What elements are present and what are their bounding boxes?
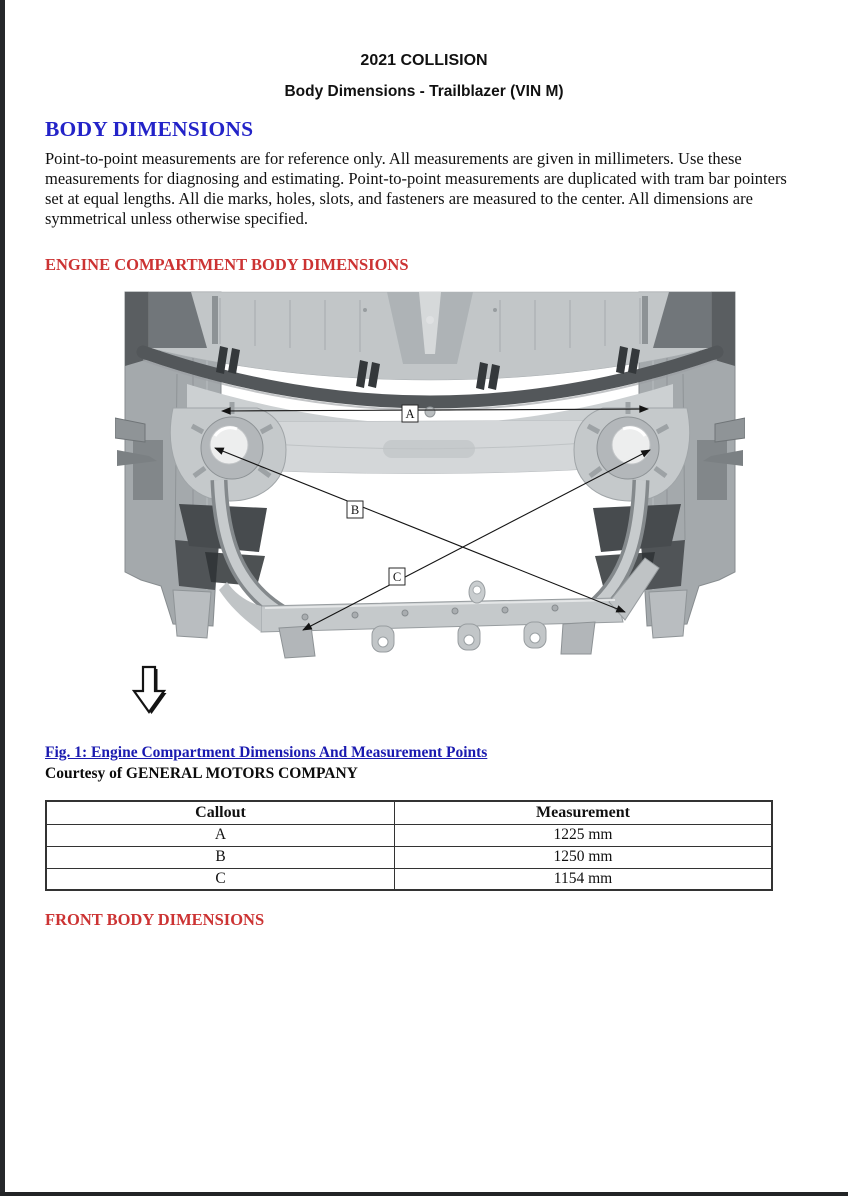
figure-1-diagram bbox=[115, 290, 745, 662]
window-edge-bottom bbox=[0, 1192, 848, 1196]
measurements-table bbox=[45, 800, 773, 891]
table-cell-measurement: 1154 mm bbox=[394, 868, 772, 890]
intro-paragraph: Point-to-point measurements are for reference only. All measurements are given in millimeters. Use these measurements for diagnosing and estimating. Point-to-point measurements are duplicated with tram bar pointers set at equal lengths. All die marks, holes, slots, and fasteners are measured to the center. All dimensions are symmetrical unless otherwise specified. bbox=[45, 149, 787, 228]
table-header-measurement: Measurement bbox=[394, 801, 772, 824]
table-row bbox=[46, 846, 772, 868]
doc-title-model: Body Dimensions - Trailblazer (VIN M) bbox=[284, 83, 564, 100]
doc-title-year: 2021 COLLISION bbox=[360, 52, 488, 69]
front-frame-rails bbox=[219, 480, 659, 658]
table-cell-callout: B bbox=[46, 846, 394, 868]
table-row bbox=[46, 868, 772, 890]
callout-label-a: A bbox=[405, 407, 415, 421]
heading-engine-compartment: ENGINE COMPARTMENT BODY DIMENSIONS bbox=[45, 255, 409, 274]
table-header-callout: Callout bbox=[46, 801, 394, 824]
figure-1-caption-link[interactable]: Fig. 1: Engine Compartment Dimensions And Measurement Points bbox=[45, 744, 488, 761]
callout-label-b: B bbox=[350, 503, 360, 517]
table-header-row bbox=[46, 801, 772, 824]
heading-front-body: FRONT BODY DIMENSIONS bbox=[45, 910, 265, 929]
table-cell-callout: C bbox=[46, 868, 394, 890]
callout-label-c: C bbox=[392, 570, 402, 584]
down-arrow-icon bbox=[131, 664, 167, 716]
table-cell-measurement: 1225 mm bbox=[394, 824, 772, 846]
window-edge-left bbox=[0, 0, 5, 1196]
table-cell-measurement: 1250 mm bbox=[394, 846, 772, 868]
figure-courtesy: Courtesy of GENERAL MOTORS COMPANY bbox=[45, 765, 358, 782]
table-cell-callout: A bbox=[46, 824, 394, 846]
section-title-body-dimensions: BODY DIMENSIONS bbox=[45, 117, 254, 141]
engine-compartment-illustration bbox=[115, 290, 745, 662]
table-row bbox=[46, 824, 772, 846]
